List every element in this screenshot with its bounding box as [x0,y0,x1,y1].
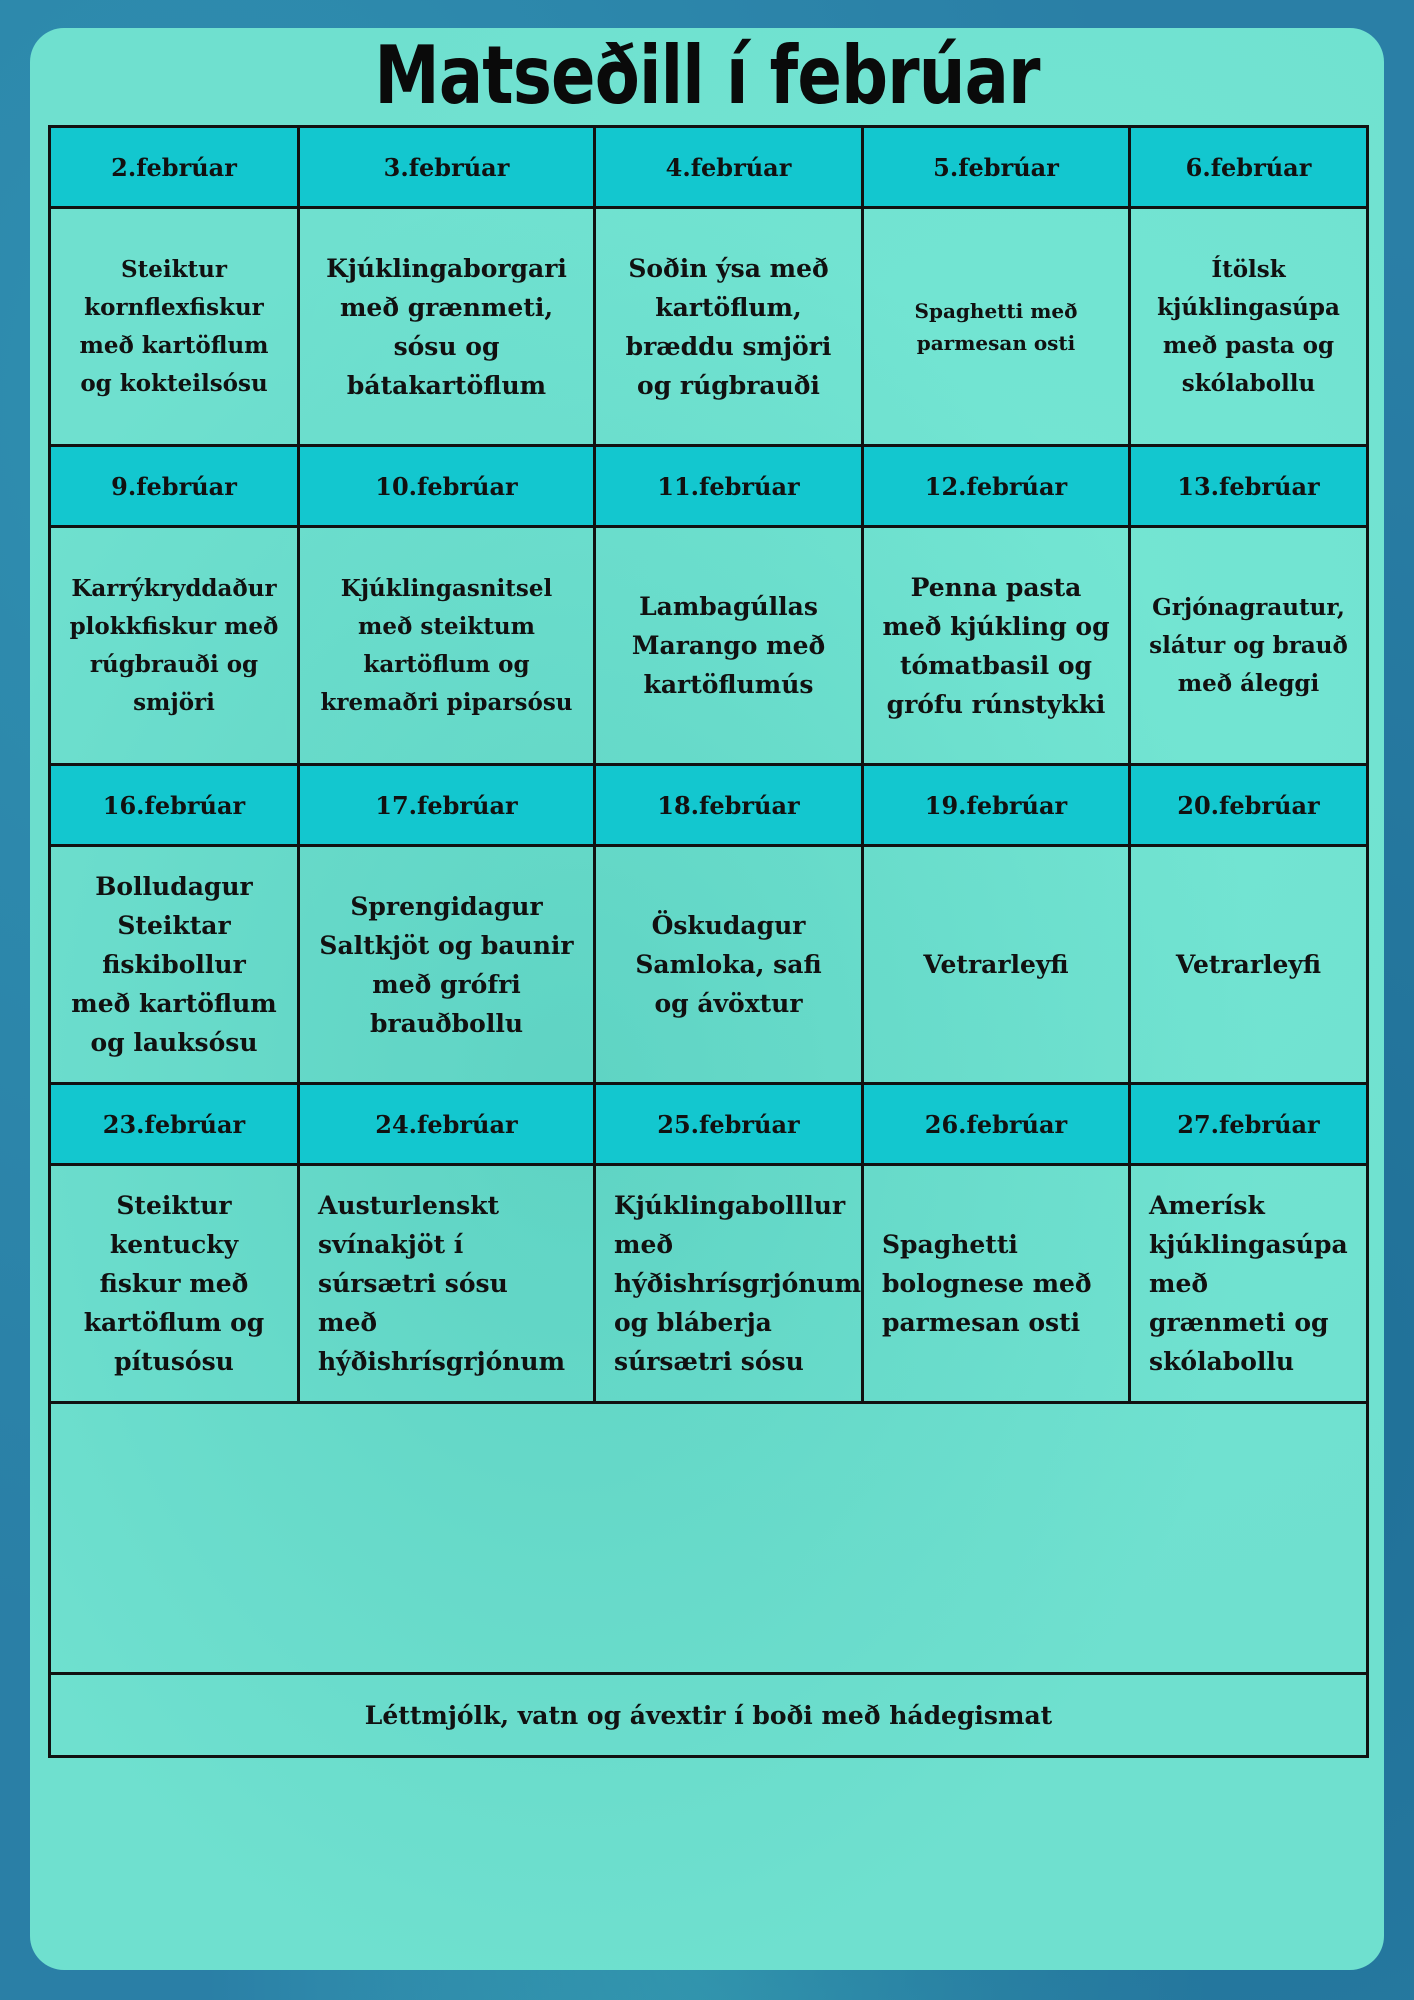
menu-table [48,125,1369,1758]
meal-cell: Austurlenskt svínakjöt í súrsætri sósu með hýðishrísgrjónum [299,1165,595,1403]
day-header: 12.febrúar [863,446,1130,527]
day-header: 3.febrúar [299,127,595,208]
week-4-days-row [50,1084,1368,1165]
day-header: 19.febrúar [863,765,1130,846]
empty-row [50,1403,1368,1674]
meal-cell: Spaghetti með parmesan osti [863,208,1130,446]
day-header: 5.febrúar [863,127,1130,208]
week-3-days-row [50,765,1368,846]
meal-cell: Kjúklingaborgari með grænmeti, sósu og bátakartöflum [299,208,595,446]
meal-cell: Bolludagur Steiktar fiskibollur með kartöflum og lauksósu [50,846,299,1084]
meal-cell: Spaghetti bolognese með parmesan osti [863,1165,1130,1403]
day-header: 9.febrúar [50,446,299,527]
day-header: 17.febrúar [299,765,595,846]
meal-cell: Öskudagur Samloka, safi og ávöxtur [595,846,863,1084]
day-header: 13.febrúar [1130,446,1368,527]
meal-cell: Vetrarleyfi [863,846,1130,1084]
meal-cell: Penna pasta með kjúkling og tómatbasil og grófu rúnstykki [863,527,1130,765]
meal-cell: Vetrarleyfi [1130,846,1368,1084]
day-header: 6.febrúar [1130,127,1368,208]
meal-cell: Ítölsk kjúklingasúpa með pasta og skólabollu [1130,208,1368,446]
meal-cell: Sprengidagur Saltkjöt og baunir með grófri brauðbollu [299,846,595,1084]
week-1-meals-row [50,208,1368,446]
meal-cell: Lambagúllas Marango með kartöflumús [595,527,863,765]
meal-cell: Kjúklingasnitsel með steiktum kartöflum og kremaðri piparsósu [299,527,595,765]
meal-cell: Steiktur kentucky fiskur með kartöflum og pítusósu [50,1165,299,1403]
week-3-meals-row [50,846,1368,1084]
day-header: 11.febrúar [595,446,863,527]
day-header: 16.febrúar [50,765,299,846]
day-header: 23.febrúar [50,1084,299,1165]
day-header: 27.febrúar [1130,1084,1368,1165]
meal-cell: Steiktur kornflexfiskur með kartöflum og kokteilsósu [50,208,299,446]
day-header: 26.febrúar [863,1084,1130,1165]
page-title: Matseðill í febrúar [374,29,1040,122]
day-header: 25.febrúar [595,1084,863,1165]
day-header: 20.febrúar [1130,765,1368,846]
meal-cell: Amerísk kjúklingasúpa með grænmeti og skólabollu [1130,1165,1368,1403]
day-header: 18.febrúar [595,765,863,846]
week-1-days-row [50,127,1368,208]
meal-cell: Karrýkryddaður plokkfiskur með rúgbrauði og smjöri [50,527,299,765]
meal-cell: Grjónagrautur, slátur og brauð með áleggi [1130,527,1368,765]
empty-cell [50,1403,1368,1674]
meal-cell: Soðin ýsa með kartöflum, bræddu smjöri og rúgbrauði [595,208,863,446]
day-header: 10.febrúar [299,446,595,527]
day-header: 2.febrúar [50,127,299,208]
meal-cell: Kjúklingabolllur með hýðishrísgrjónum og bláberja súrsætri sósu [595,1165,863,1403]
day-header: 24.febrúar [299,1084,595,1165]
week-2-meals-row [50,527,1368,765]
week-4-meals-row [50,1165,1368,1403]
day-header: 4.febrúar [595,127,863,208]
week-2-days-row [50,446,1368,527]
footer-note: Léttmjólk, vatn og ávextir í boði með hádegismat [50,1674,1368,1757]
footer-row [50,1674,1368,1757]
